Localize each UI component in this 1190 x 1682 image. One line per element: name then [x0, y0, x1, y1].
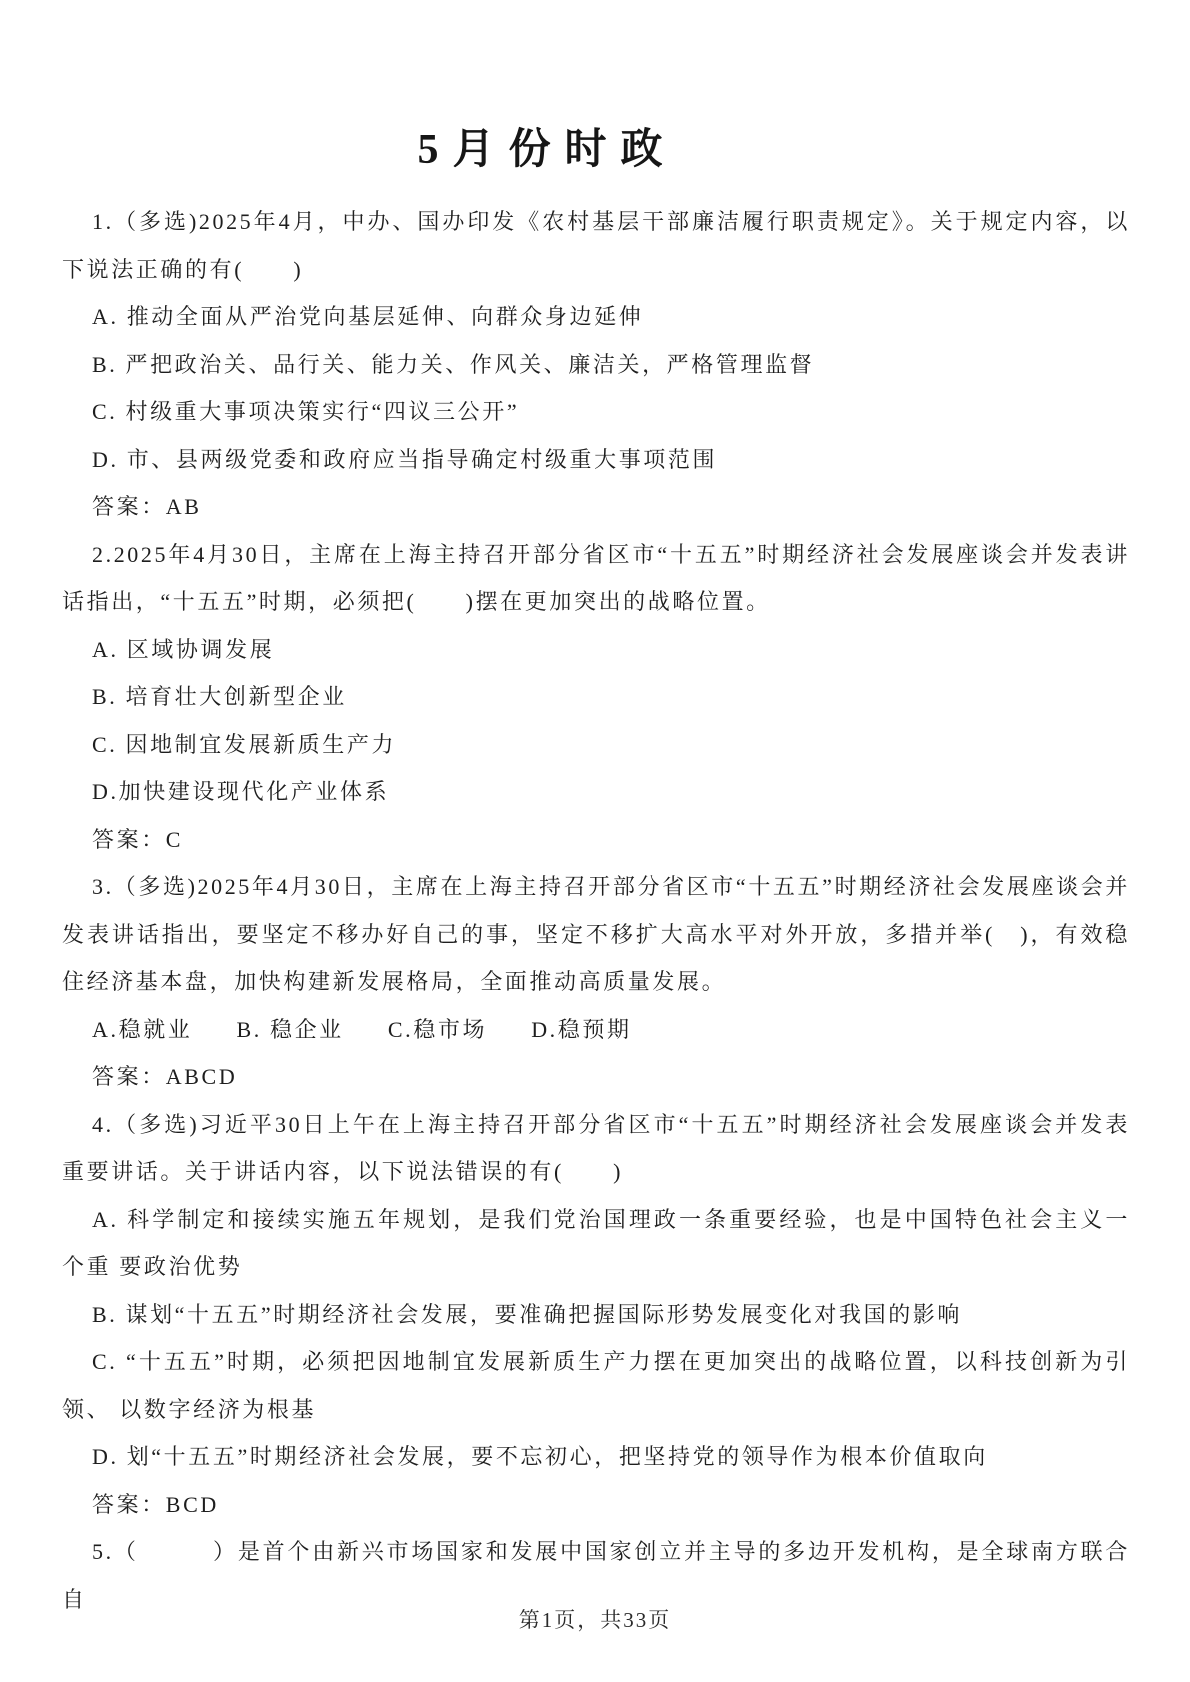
option-a: A.稳就业: [92, 1016, 193, 1042]
question-stem: 1.（多选)2025年4月，中办、国办印发《农村基层干部廉洁履行职责规定》。关于规定内容，以下说法正确的有( ): [62, 209, 1130, 282]
question-2: [62, 531, 1130, 864]
option-b: B. 严把政治关、品行关、能力关、作风关、廉洁关，严格管理监督: [92, 351, 815, 377]
option-a: A. 推动全面从严治党向基层延伸、向群众身边延伸: [92, 304, 644, 329]
question-stem: 5.（ ）是首个由新兴市场国家和发展中国家创立并主导的多边开发机构，是全球南方联合自: [62, 1539, 1130, 1612]
option-c: C. “十五五”时期，必须把因地制宜发展新质生产力摆在更加突出的战略位置，以科技创新为引领、 以数字经济为根基: [62, 1349, 1130, 1422]
question-stem: 2.2025年4月30日，主席在上海主持召开部分省区市“十五五”时期经济社会发展座谈会并发表讲话指出，“十五五”时期，必须把( )摆在更加突出的战略位置。: [62, 541, 1130, 614]
option-b: B. 稳企业: [236, 1016, 344, 1042]
answer-line: 答案：BCD: [92, 1491, 219, 1517]
option-d: D.稳预期: [531, 1016, 632, 1042]
option-c: C.稳市场: [387, 1016, 488, 1042]
option-d: D. 市、县两级党委和政府应当指导确定村级重大事项范围: [92, 446, 718, 472]
option-a: A. 科学制定和接续实施五年规划，是我们党治国理政一条重要经验，也是中国特色社会主义一个重 要政治优势: [62, 1206, 1130, 1279]
question-1: [62, 198, 1130, 531]
option-d: D.加快建设现代化产业体系: [92, 779, 390, 804]
page-title: 5月份时政: [417, 127, 677, 173]
question-3: [62, 863, 1130, 1101]
option-c: C. 因地制宜发展新质生产力: [92, 731, 397, 757]
option-b: B. 谋划“十五五”时期经济社会发展，要准确把握国际形势发展变化对我国的影响: [92, 1301, 963, 1327]
option-a: A. 区域协调发展: [92, 636, 275, 662]
question-stem: 4.（多选)习近平30日上午在上海主持召开部分省区市“十五五”时期经济社会发展座谈会并发表重要讲话。关于讲话内容，以下说法错误的有( ): [62, 1111, 1130, 1184]
answer-line: 答案：ABCD: [92, 1064, 238, 1089]
page-number: 第1页，共33页: [518, 1608, 672, 1632]
inline-options-row: [62, 1006, 1130, 1054]
option-c: C. 村级重大事项决策实行“四议三公开”: [92, 399, 520, 424]
question-4: [62, 1101, 1130, 1529]
option-b: B. 培育壮大创新型企业: [92, 684, 347, 709]
answer-line: 答案：AB: [92, 494, 202, 519]
option-d: D. 划“十五五”时期经济社会发展，要不忘初心，把坚持党的领导作为根本价值取向: [92, 1444, 988, 1469]
question-stem: 3.（多选)2025年4月30日，主席在上海主持召开部分省区市“十五五”时期经济社会发展座谈会并发表讲话指出，要坚定不移办好自己的事，坚定不移扩大高水平对外开放，多措并举( )，有效稳住经济基本盘，加快构建新发展格局，全面推动高质量发展。: [62, 874, 1130, 994]
answer-line: 答案：C: [92, 826, 184, 852]
document-body: [0, 198, 1190, 1623]
